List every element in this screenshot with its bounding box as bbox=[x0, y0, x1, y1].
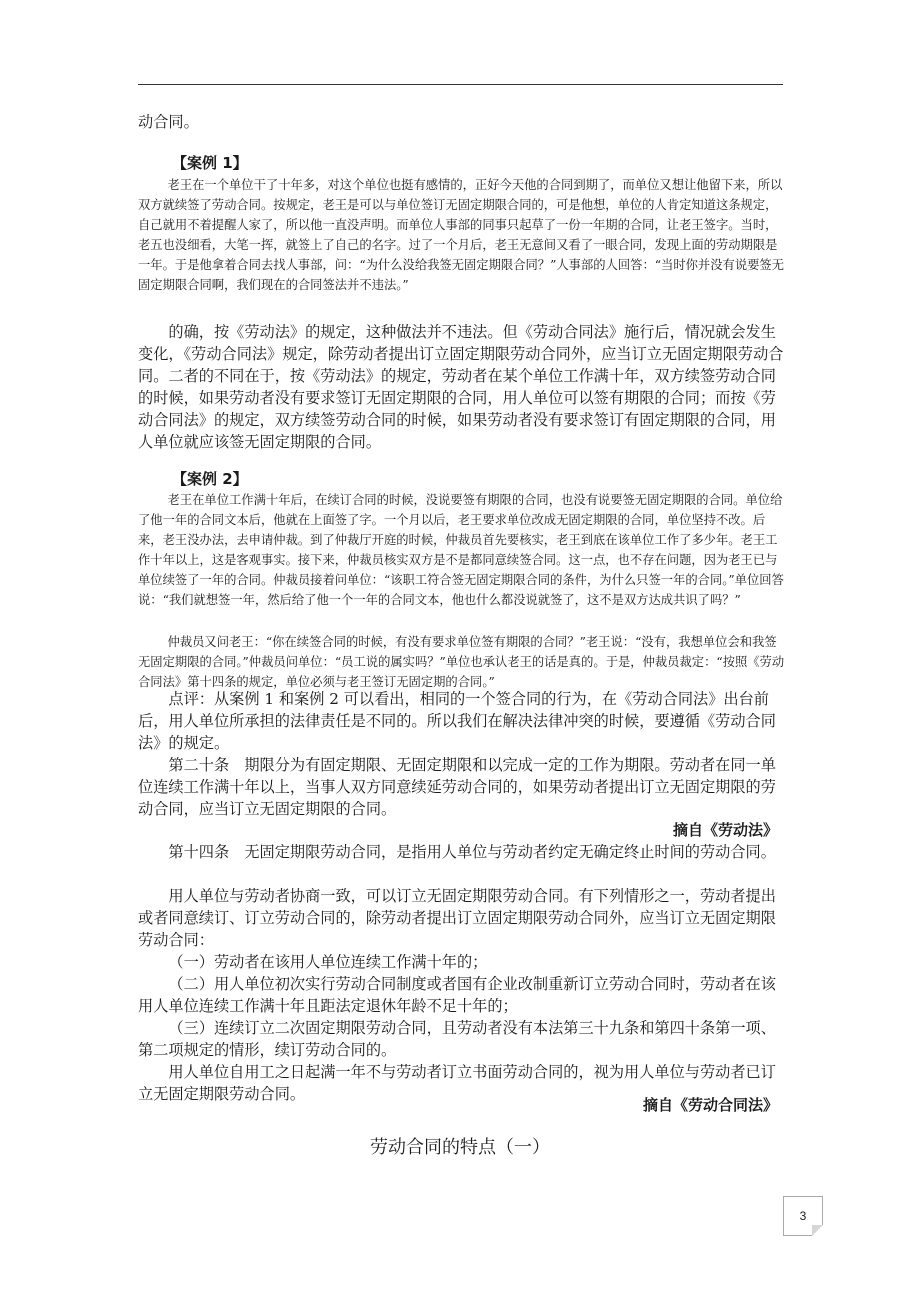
article-14-item-3: （三）连续订立二次固定期限劳动合同，且劳动者没有本法第三十九条和第四十条第一项、第二项规定的情形，续订劳动合同的。 bbox=[138, 1019, 776, 1059]
source-labor-contract-law: 摘自《劳动合同法》 bbox=[642, 1096, 778, 1114]
case1-text: 老王在一个单位干了十年多，对这个单位也挺有感情的，正好今天他的合同到期了，而单位又想让他留下来，所以双方就续签了劳动合同。按规定，老王是可以与单位签订无固定期限合同的，可是他想，单位的人肯定知道这条规定，自己就用不着提醒人家了，所以他一直没声明。而单位人事部的同事只起草了一份一年期的合同，让老王签字。当时，老五也没细看，大笔一挥，就签上了自己的名字。过了一个月后，老王无意间又看了一眼合同，发现上面的劳动期限是一年。于是他拿着合同去找人事部，问：“为什么没给我签无固定期限合同？”人事部的人回答：“当时你并没有说要签无固定期限合同啊，我们现在的合同签法并不违法。” bbox=[138, 178, 785, 292]
comment-paragraph: 点评：从案例 1 和案例 2 可以看出，相同的一个签合同的行为，在《劳动合同法》出台前后，用人单位所承担的法律责任是不同的。所以我们在解决法律冲突的时候，要遵循《劳动合同法》的规定。 bbox=[138, 690, 776, 752]
paragraph-law-difference: 的确，按《劳动法》的规定，这种做法并不违法。但《劳动合同法》施行后，情况就会发生变化，《劳动合同法》规定，除劳动者提出订立固定期限劳动合同外，应当订立无固定期限劳动合同。二者的不同在于，按《劳动法》的规定，劳动者在某个单位工作满十年，双方续签劳动合同的时候，如果劳动者没有要求签订无固定期限的合同，用人单位可以签有期限的合同；而按《劳动合同法》的规定，双方续签劳动合同的时候，如果劳动者没有要求签订有固定期限的合同，用人单位就应该签无固定期限的合同。 bbox=[138, 323, 784, 451]
case1-heading: 【案例 1】 bbox=[172, 154, 248, 172]
case2-text-2: 仲裁员又问老王：“你在续签合同的时候，有没有要求单位签有期限的合同？”老王说：“没有，我想单位会和我签无固定期限的合同。”仲裁员问单位：“员工说的属实吗？”单位也承认老王的话是真的。于是，仲裁员裁定：“按照《劳动合同法》第十四条的规定，单位必须与老王签订无固定期的合同。” bbox=[138, 635, 785, 689]
page-number-box bbox=[783, 1196, 823, 1236]
section-title: 劳动合同的特点（一） bbox=[370, 1137, 550, 1158]
intro-tail: 动合同。 bbox=[138, 113, 199, 131]
case2-heading: 【案例 2】 bbox=[172, 470, 248, 488]
page-number: 3 bbox=[799, 1209, 807, 1223]
article-14-item-2: （二）用人单位初次实行劳动合同制度或者国有企业改制重新订立劳动合同时，劳动者在该用人单位连续工作满十年且距法定退休年龄不足十年的； bbox=[138, 975, 776, 1015]
article-14-item-1: （一）劳动者在该用人单位连续工作满十年的； bbox=[168, 953, 488, 971]
article-14-para-2: 用人单位与劳动者协商一致，可以订立无固定期限劳动合同。有下列情形之一，劳动者提出或者同意续订、订立劳动合同的，除劳动者提出订立固定期限劳动合同外，应当订立无固定期限劳动合同： bbox=[138, 887, 776, 949]
article-14-last-para: 用人单位自用工之日起满一年不与劳动者订立书面劳动合同的，视为用人单位与劳动者已订立无固定期限劳动合同。 bbox=[138, 1063, 776, 1103]
case2-text-1: 老王在单位工作满十年后，在续订合同的时候，没说要签有期限的合同，也没有说要签无固定期限的合同。单位给了他一年的合同文本后，他就在上面签了字。一个月以后，老王要求单位改成无固定期限的合同，单位坚持不改。后来，老王没办法，去申请仲裁。到了仲裁厅开庭的时候，仲裁员首先要核实，老王到底在该单位工作了多少年。老王工作十年以上，这是客观事实。接下来，仲裁员核实双方是不是都同意续签合同。这一点，也不存在问题，因为老王已与单位续签了一年的合同。仲裁员接着问单位：“该职工符合签无固定期限合同的条件，为什么只签一年的合同。”单位回答说：“我们就想签一年，然后给了他一个一年的合同文本，他也什么都没说就签了，这不是双方达成共识了吗？” bbox=[138, 493, 784, 607]
article-14: 第十四条 无固定期限劳动合同，是指用人单位与劳动者约定无确定终止时间的劳动合同。 bbox=[168, 843, 776, 861]
page-curl-icon bbox=[812, 1225, 823, 1236]
header-rule bbox=[138, 84, 783, 85]
article-20: 第二十条 期限分为有固定期限、无固定期限和以完成一定的工作为期限。劳动者在同一单位连续工作满十年以上，当事人双方同意续延劳动合同的，如果劳动者提出订立无固定期限的劳动合同，应当订立无固定期限的合同。 bbox=[138, 756, 776, 818]
source-labor-law: 摘自《劳动法》 bbox=[672, 821, 778, 839]
